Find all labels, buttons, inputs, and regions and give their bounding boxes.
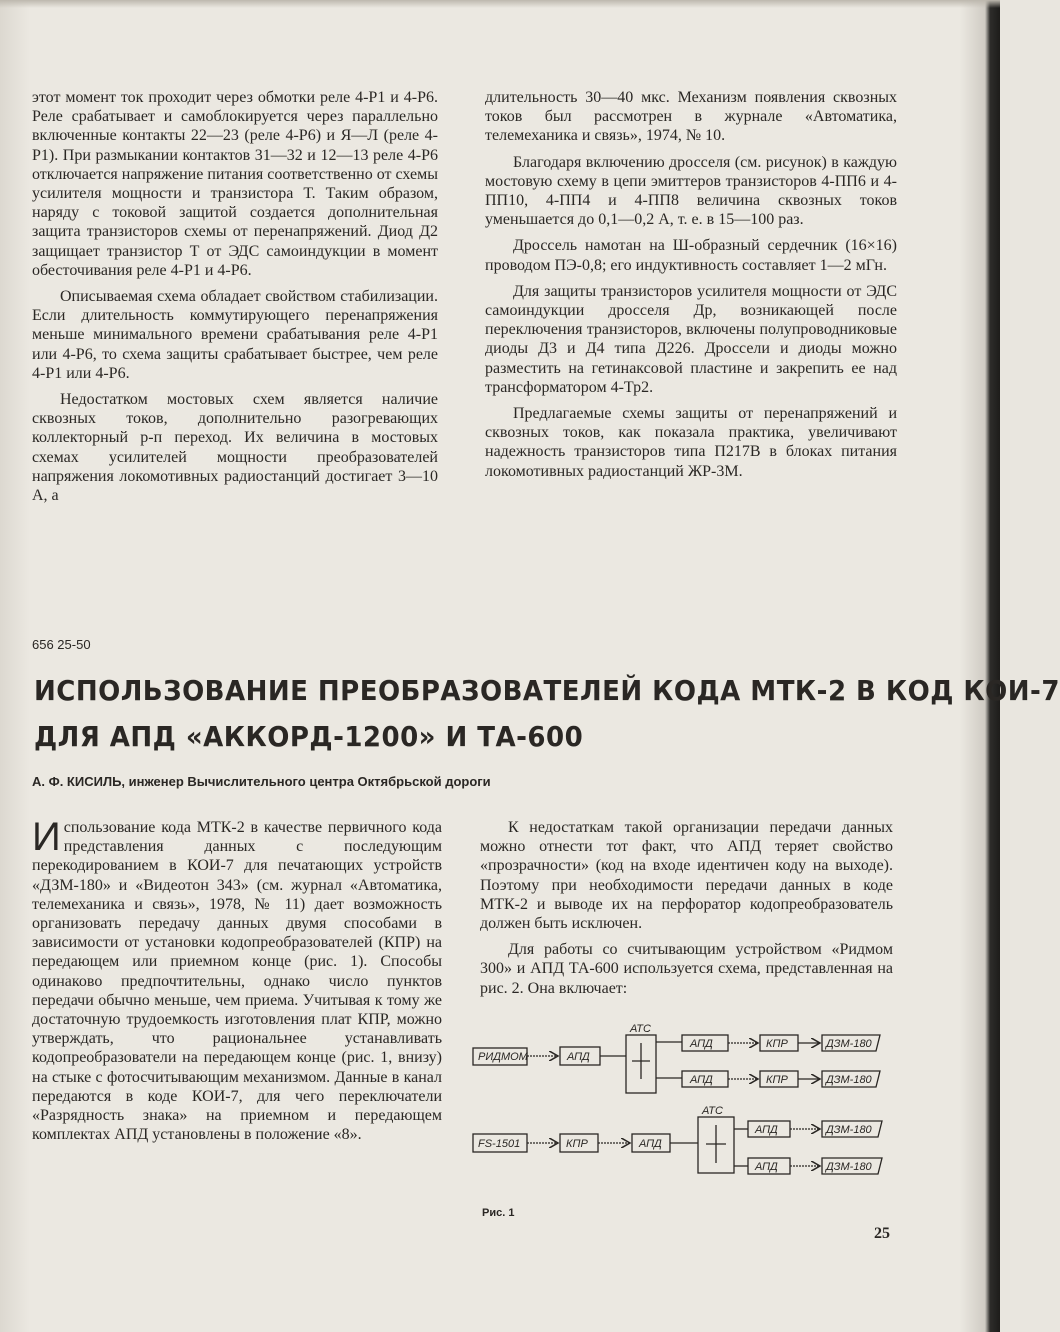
label: АПД — [567, 1051, 590, 1063]
block-diagram — [470, 1023, 900, 1195]
label: FS-1501 — [478, 1138, 521, 1150]
label: ДЗМ-180 — [826, 1038, 872, 1050]
label: АПД — [755, 1161, 778, 1173]
paragraph: Недостатком мостовых схем является наличие сквозных токов, дополнительно разогревающих коллекторный р-п переход. Их величина в мостовых схемах усилителей мощности преобразователей напряжения локомотивных радиостанций достигает 3—10 А, а — [32, 391, 438, 505]
article-right-column — [480, 818, 893, 998]
label: РИДМОМ — [478, 1051, 528, 1063]
drop-cap: И — [32, 815, 61, 859]
author-byline: А. Ф. КИСИЛЬ, инженер Вычислительного центра Октябрьской дороги — [32, 774, 491, 789]
paragraph: Для защиты транзисторов усилителя мощности от ЭДС самоиндукции дросселя Др, возникающей после переключения транзисторов, включены полупроводниковые диоды Д3 и Д4 типа Д226. Дроссели и диоды можно разместить на гетинаксовой пластине и закрепить ее над трансформатором 4-Тр2. — [485, 282, 897, 396]
udc-code: 656 25-50 — [32, 637, 91, 652]
label: АПД — [690, 1074, 713, 1086]
label: КПР — [766, 1038, 788, 1050]
label: КПР — [766, 1074, 788, 1086]
figure-caption: Рис. 1 — [482, 1207, 515, 1219]
paragraph: Благодаря включению дросселя (см. рисунок) в каждую мостовую схему в цепи эмиттеров транзисторов 4-ПП6 и 4-ПП10, 4-ПП4 и 4-ПП8 величина сквозных токов уменьшается до 0,1—0,2 А, т. е. в 15—100 раз. — [485, 153, 897, 229]
label: АПД — [690, 1038, 713, 1050]
label: ДЗМ-180 — [826, 1074, 872, 1086]
paragraph: длительность 30—40 мкс. Механизм появления сквозных токов был рассмотрен в журнале «Автоматика, телемеханика и связь», 1974, № 10. — [485, 89, 897, 145]
article-left-column — [32, 815, 442, 1144]
paragraph: Для работы со считывающим устройством «Ридмом 300» и АПД ТА-600 используется схема, представленная на рис. 2. Она включает: — [480, 941, 893, 997]
label: АТС — [630, 1023, 651, 1035]
paragraph: К недостаткам такой организации передачи данных можно отнести тот факт, что АПД теряет свойство «прозрачности» (код на входе идентичен коду на выходе). Поэтому при необходимости передачи данных в коде МТК-2 и выводе их на перфоратор кодопреобразователь должен быть исключен. — [480, 819, 893, 933]
paragraph: Дроссель намотан на Ш-образный сердечник (16×16) проводом ПЭ-0,8; его индуктивность составляет 1—2 мГн. — [485, 237, 897, 274]
title-line-1: ИСПОЛЬЗОВАНИЕ ПРЕОБРАЗОВАТЕЛЕЙ КОДА МТК-2 В КОД КОИ-7 — [34, 674, 1060, 707]
paragraph: этот момент ток проходит через обмотки реле 4-Р1 и 4-Р6. Реле срабатывает и самоблокируется через параллельно включенные контакты 22—23 (реле 4-Р6) и Я—Л (реле 4-Р1). При размыкании контактов 31—32 и 12—13 реле 4-Р6 отключается напряжение питания соответственно от схемы усилителя мощности и транзистора Т. Таким образом, наряду с токовой защитой создается дополнительная защита транзисторов схемы от перенапряжений. Диод Д2 защищает транзистор Т от ЭДС самоиндукции в момент обесточивания реле 4-Р1 и 4-Р6. — [32, 89, 438, 279]
label: ДЗМ-180 — [826, 1161, 872, 1173]
label: ДЗМ-180 — [826, 1124, 872, 1136]
article-title — [34, 668, 1060, 760]
label: КПР — [566, 1138, 588, 1150]
page-number: 25 — [874, 1225, 890, 1242]
label: АТС — [702, 1105, 723, 1117]
top-right-column — [485, 88, 897, 481]
label: АПД — [755, 1124, 778, 1136]
paragraph-text: спользование кода МТК-2 в качестве первичного кода представления данных с последующим перекодированием в КОИ-7 для печатающих устройств «ДЗМ-180» и «Видеотон 343» (см. журнал «Автоматика, телемеханика и связь», 1978, № 11) дает возможность организовать передачу данных двумя способами в зависимости от установки кодопреобразователей (КПР) на передающем или приемном конце (рис. 1). Способы одинаково предпочтительны, однако число пунктов передачи обычно меньше, чем приема. Учитывая к тому же достаточную трудоемкость изготовления плат КПР, можно утверждать, что рациональнее устанавливать кодопреобразователи на передающем конце (рис. 1, внизу) на стыке с фотосчитывающим механизмом. Данные в канал передаются в коде КОИ-7, для чего переключатели «Разрядность знака» на приемном и передающем комплектах АПД установлены в положение «8». — [32, 819, 442, 1144]
paragraph: Описываемая схема обладает свойством стабилизации. Если длительность коммутирующего перенапряжения меньше минимального времени срабатывания реле 4-Р1 или 4-Р6, то схема защиты срабатывает быстрее, чем реле 4-Р1 или 4-Р6. — [32, 288, 438, 382]
top-left-column — [32, 88, 438, 505]
paragraph: Предлагаемые схемы защиты от перенапряжений и сквозных токов, как показала практика, увеличивают надежность транзисторов типа П217В в блоках питания локомотивных радиостанций ЖР-3М. — [485, 405, 897, 480]
title-line-2: ДЛЯ АПД «АККОРД-1200» И ТА-600 — [34, 720, 584, 753]
page-edge-shadow — [0, 0, 1000, 8]
paragraph — [32, 815, 442, 1144]
label: АПД — [639, 1138, 662, 1150]
